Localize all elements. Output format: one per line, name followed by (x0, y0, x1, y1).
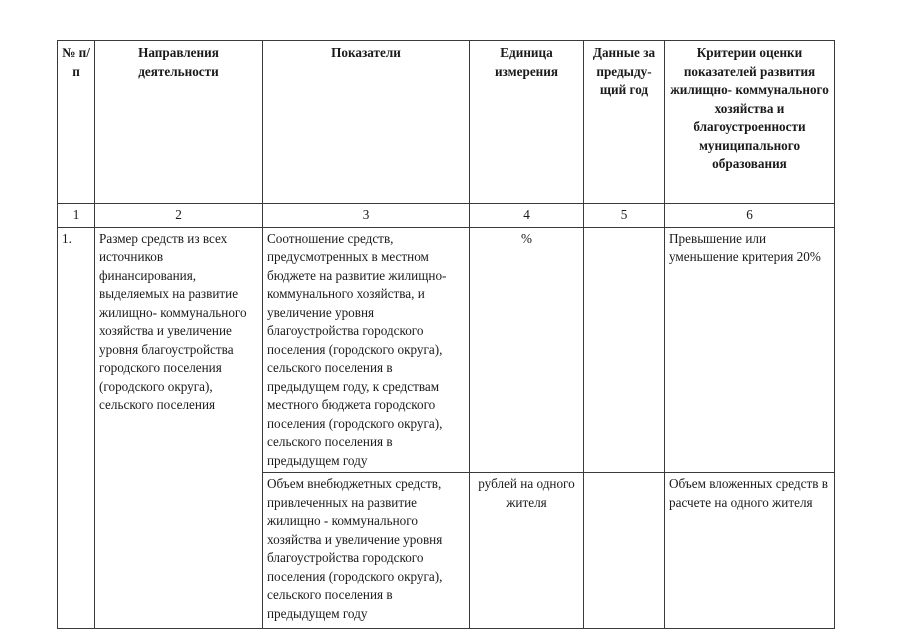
column-number: 4 (470, 204, 584, 228)
column-number: 6 (665, 204, 835, 228)
column-number: 3 (263, 204, 470, 228)
row-direction: Размер средств из всех источников финансирования, выделяемых на развитие жилищно- коммунального хозяйства и увеличение уровня благоустройства городского поселения (городского округа), сельского поселения (95, 227, 263, 629)
header-num: № п/п (58, 41, 95, 204)
header-criteria: Критерии оценки показателей развития жилищно- коммунального хозяйства и благоустроенности муниципального образования (665, 41, 835, 204)
indicator-text: Объем внебюджетных средств, привлеченных на развитие жилищно - коммунального хозяйства и увеличение уровня благоустройства городского поселения (городского округа), сельского поселения в предыдущем году (263, 473, 470, 629)
header-direction: Направления деятельности (95, 41, 263, 204)
indicator-text: Соотношение средств, предусмотренных в местном бюджете на развитие жилищно- коммунального хозяйства, и увеличение уровня благоустройства городского поселения (городского округа), сельского поселения в предыдущем году, к средствам местного бюджета городского поселения (городского округа), сельского поселения в предыдущем году (263, 227, 470, 473)
indicator-prev-year (584, 473, 665, 629)
header-prev-year: Данные за предыду- щий год (584, 41, 665, 204)
indicator-unit: рублей на одного жителя (470, 473, 584, 629)
header-row (58, 41, 835, 204)
column-number-row (58, 204, 835, 228)
indicator-prev-year (584, 227, 665, 473)
indicator-criteria: Превышение или уменьшение критерия 20% (665, 227, 835, 473)
indicator-unit: % (470, 227, 584, 473)
indicators-table (57, 40, 835, 629)
header-unit: Единица измерения (470, 41, 584, 204)
table-row (58, 227, 835, 473)
header-indicators: Показатели (263, 41, 470, 204)
column-number: 1 (58, 204, 95, 228)
column-number: 2 (95, 204, 263, 228)
column-number: 5 (584, 204, 665, 228)
indicator-criteria: Объем вложенных средств в расчете на одного жителя (665, 473, 835, 629)
row-number: 1. (58, 227, 95, 629)
